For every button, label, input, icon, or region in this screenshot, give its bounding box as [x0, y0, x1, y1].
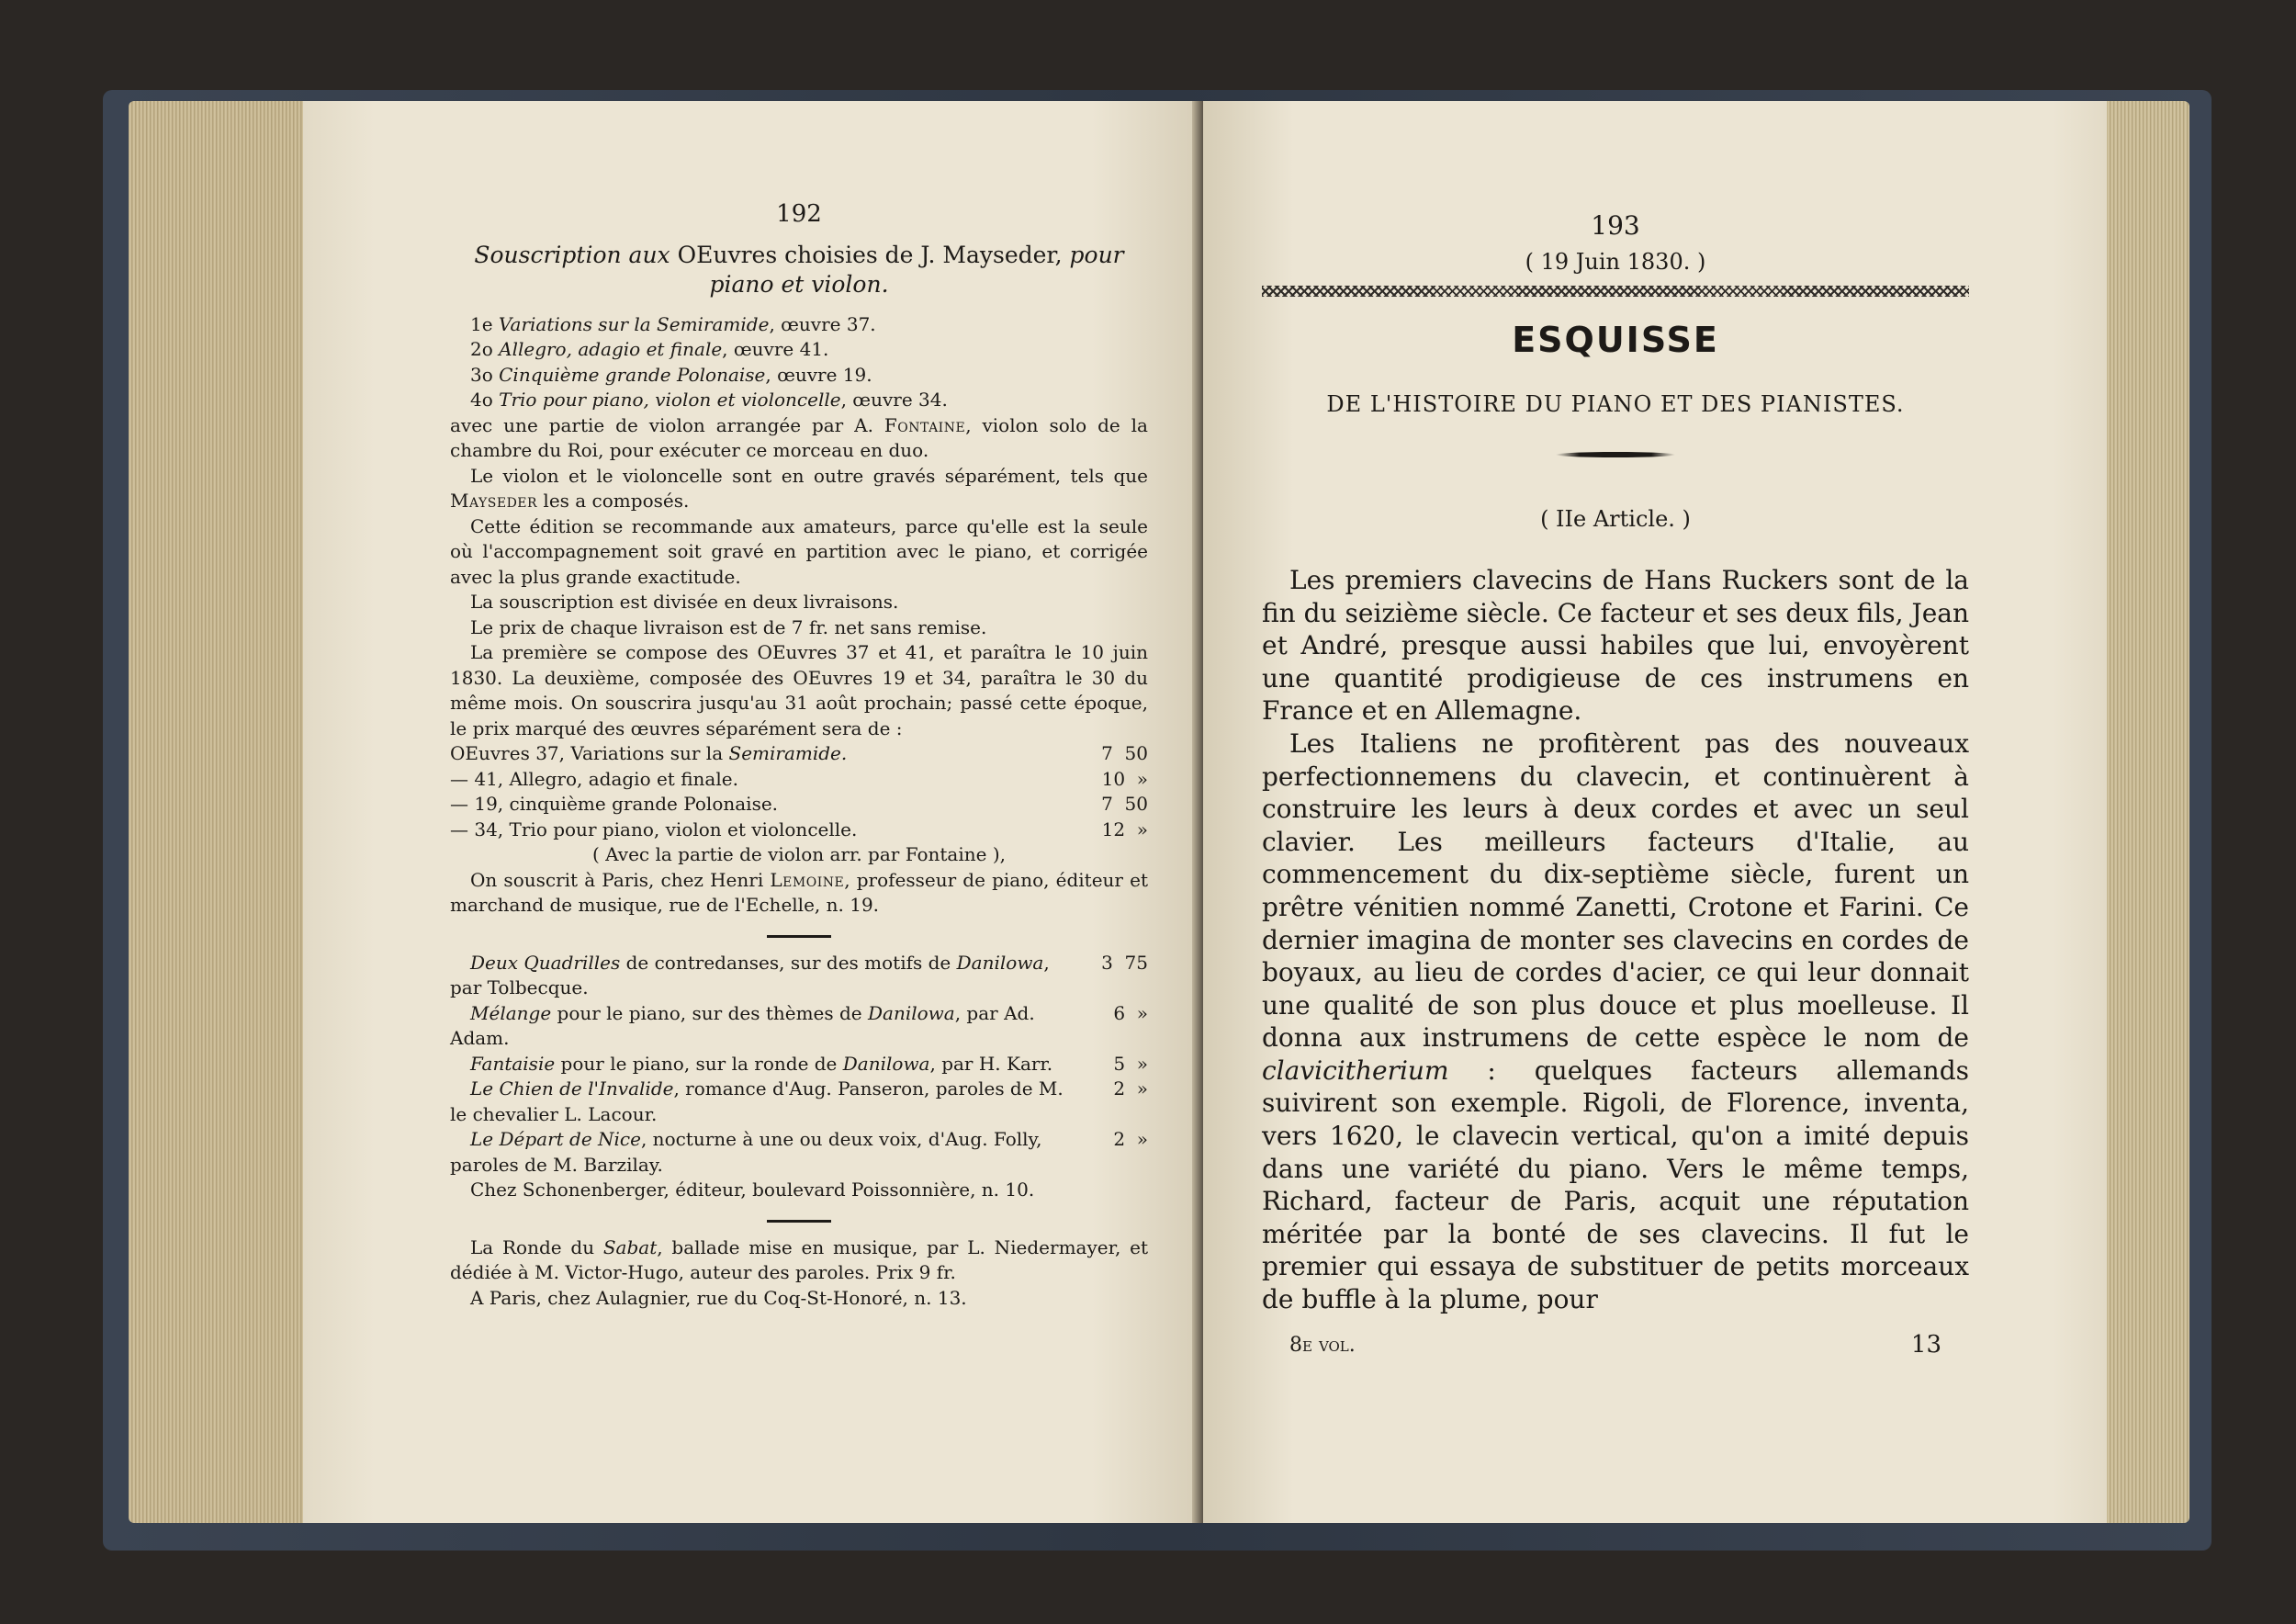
page-number: 193: [1591, 210, 1640, 241]
list-item: 1e Variations sur la Semiramide, œuvre 37.: [470, 312, 876, 335]
price-row: — 19, cinquième grande Polonaise. 7 50: [450, 793, 1148, 815]
title-roman: OEuvres choisies de J. Mayseder,: [677, 241, 1063, 268]
volume-signature: 8e vol.: [1289, 1333, 1356, 1357]
title-line2: piano et violon.: [709, 270, 889, 298]
price-row: — 34, Trio pour piano, violon et violoncelle. 12 »: [450, 818, 1148, 840]
paragraph-premiere: La première se compose des OEuvres 37 et 41, et paraîtra le 10 juin 1830. La deuxième, composée des OEuvres 19 et 34, paraîtra le 30 du même mois. On souscrira jusqu'au 31 août prochain; passé cette époque, le prix marqué des œuvres séparément sera de :: [450, 641, 1148, 739]
gathering-signature: 13: [1910, 1330, 1941, 1359]
list-item: 4o Trio pour piano, violon et violoncelle, œuvre 34.: [470, 389, 948, 411]
listing-entry: Mélange pour le piano, sur des thèmes de Danilowa, par Ad. Adam. 6 »: [450, 1001, 1148, 1049]
paragraph: Les Italiens ne profitèrent pas des nouveaux perfectionnemens du clavecin, et continuèrent à construire les leurs à deux cordes et avec un seul clavier. Les meilleurs facteurs d'Italie, au commencement du dix-septième siècle, furent un prêtre vénitien nommé Zanetti, Crotone et Farini. Ce dernier imagina de monter ses clavecins en cordes de boyaux, au lieu de cordes d'acier, ce qui leur donnait une qualité de son plus douce et plus moelleuse. Il donna aux instrumens de cette espèce le nom de clavicitherium : quelques facteurs allemands suivirent son exemple. Rigoli, de Florence, inventa, vers 1620, le clavecin vertical, qu'on a imité depuis dans une variété du piano. Vers le même temps, Richard, facteur de Paris, acquit une réputation méritée par la bonté de ses clavecins. Il fut le premier qui essaya de substituer de petits morceaux de buffle à la plume, pour: [1262, 727, 1969, 1315]
ornamental-rule: [1262, 286, 1969, 297]
article-body: [1262, 564, 1969, 1316]
paragraph-edition: Cette édition se recommande aux amateurs, parce qu'elle est la seule où l'accompagnement soit gravé en partition avec le piano, et corrigée avec la plus grande exactitude.: [450, 514, 1148, 588]
listing-entry: Deux Quadrilles de contredanses, sur des motifs de Danilowa, par Tolbecque. 3 75: [450, 951, 1148, 998]
paragraph-prix: Le prix de chaque livraison est de 7 fr. net sans remise.: [470, 615, 987, 638]
page-edges-right: [2103, 101, 2189, 1523]
paragraph-ronde: La Ronde du Sabat, ballade mise en musique, par L. Niedermayer, et dédiée à M. Victor-Hugo, auteur des paroles. Prix 9 fr.: [450, 1235, 1148, 1283]
paragraph-souscrit: On souscrit à Paris, chez Henri Lemoine, professeur de piano, éditeur et marchand de musique, rue de l'Echelle, n. 19.: [450, 868, 1149, 916]
page-number: 192: [776, 200, 822, 228]
paragraph-avec: ( Avec la partie de violon arr. par Fontaine ),: [592, 843, 1006, 865]
right-page-text: [1262, 209, 1969, 1361]
section-divider: [767, 1220, 831, 1223]
page-edges-left: [129, 101, 303, 1523]
right-page: [1203, 101, 2107, 1523]
paragraph-arrangement: avec une partie de violon arrangée par A. Fontaine, violon solo de la chambre du Roi, pour exécuter ce morceau en duo.: [450, 413, 1148, 461]
left-page-text: [450, 202, 1148, 1311]
section-divider: [767, 935, 831, 938]
listing-entry: Fantaisie pour le piano, sur la ronde de Danilowa, par H. Karr. 5 »: [470, 1052, 1148, 1075]
subscription-title: [450, 241, 1148, 299]
paragraph-souscription: La souscription est divisée en deux livraisons.: [470, 591, 899, 613]
paragraph-aulagnier: A Paris, chez Aulagnier, rue du Coq-St-Honoré, n. 13.: [470, 1286, 967, 1309]
paragraph-graves: Le violon et le violoncelle sont en outre gravés séparément, tels que Mayseder les a composés.: [450, 464, 1148, 512]
listing-entry: Le Départ de Nice, nocturne à une ou deux voix, d'Aug. Folly, paroles de M. Barzilay. 2 »: [450, 1128, 1148, 1176]
paragraph-schonenberger: Chez Schonenberger, éditeur, boulevard Poissonnière, n. 10.: [470, 1179, 1035, 1201]
article-heading: ESQUISSE: [1512, 320, 1719, 361]
price-row: — 41, Allegro, adagio et finale. 10 »: [450, 767, 1148, 790]
ornament-divider: [1556, 452, 1675, 457]
left-page: [303, 101, 1199, 1523]
issue-date: ( 19 Juin 1830. ): [1525, 248, 1706, 275]
price-row: OEuvres 37, Variations sur la Semiramide. 7 50: [450, 742, 1148, 764]
title-italic-a: Souscription aux: [474, 241, 670, 268]
listing-entry: Le Chien de l'Invalide, romance d'Aug. Panseron, paroles de M. le chevalier L. Lacour. 2 »: [450, 1077, 1148, 1125]
page-footer: [1262, 1329, 1969, 1362]
list-item: 2o Allegro, adagio et finale, œuvre 41.: [470, 338, 829, 360]
article-subheading: DE L'HISTOIRE DU PIANO ET DES PIANISTES.: [1326, 390, 1905, 417]
list-item: 3o Cinquième grande Polonaise, œuvre 19.: [470, 363, 872, 386]
title-italic-b: pour: [1069, 241, 1124, 268]
article-number: ( IIe Article. ): [1540, 506, 1691, 533]
paragraph: Les premiers clavecins de Hans Ruckers sont de la fin du seizième siècle. Ce facteur et ses deux fils, Jean et André, presque aussi habiles que lui, envoyèrent une quantité prodigieuse de ces instrumens en France et en Allemagne.: [1262, 564, 1969, 727]
